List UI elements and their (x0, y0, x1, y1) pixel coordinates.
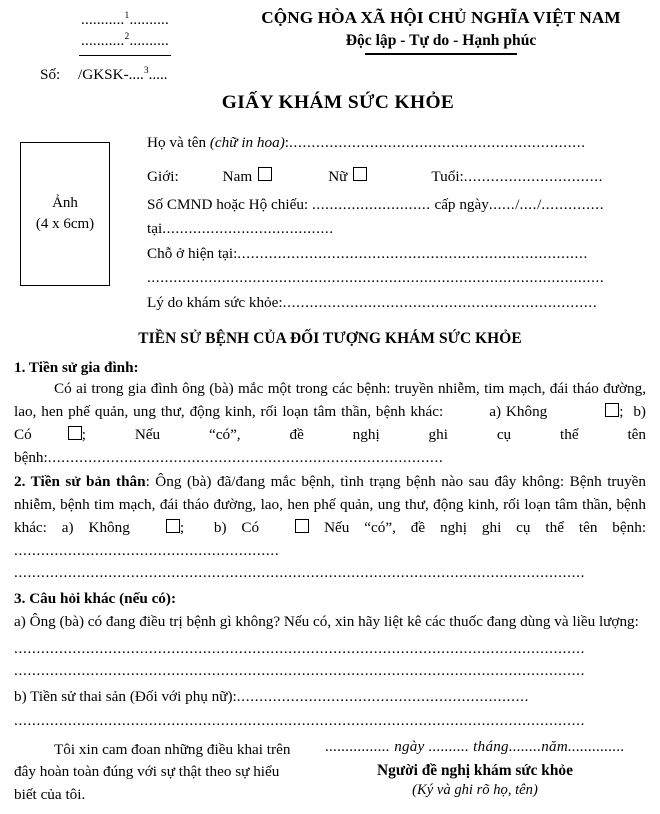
q2-disease-input-line2[interactable]: ............................................................................................................................... (14, 564, 586, 582)
q3a-input-line2[interactable]: ............................................................................................................................... (14, 662, 586, 680)
reason-input[interactable]: ...................................................................... (282, 294, 598, 311)
photo-size-label: (4 x 6cm) (35, 216, 95, 233)
q2-option-a: a) Không (61, 519, 130, 537)
date-place-input[interactable]: ................ (325, 738, 391, 755)
q1-option-a: a) Không (489, 402, 548, 420)
age-label: Tuổi: (431, 167, 464, 185)
org-line1-footnote: 1 (124, 11, 130, 21)
address-input[interactable]: .............................................................................. (237, 244, 589, 262)
date-month-label: tháng (473, 738, 509, 755)
female-checkbox[interactable] (353, 167, 367, 181)
photo-label: Ảnh (52, 194, 78, 211)
national-title: CỘNG HÒA XÃ HỘI CHỦ NGHĨA VIỆT NAM (261, 8, 621, 27)
q1-disease-input[interactable]: ........................................................................................ (47, 448, 444, 466)
question-2-extra-line (14, 562, 646, 584)
declaration-block (14, 739, 304, 807)
signer-instruction: (Ký và ghi rõ họ, tên) (412, 781, 538, 798)
history-body (0, 359, 660, 733)
issue-day-input[interactable]: ...... (488, 195, 516, 213)
org-line2-dots: ........... (81, 32, 125, 49)
gender-label: Giới: (147, 167, 179, 185)
q1-tail-text: ; Nếu “có”, đề nghị ghi cụ thể tên bệnh: (14, 425, 646, 466)
q1-option-b: b) Có (14, 402, 646, 443)
document-number-footnote: 3 (143, 66, 149, 77)
identity-fields (110, 131, 648, 315)
organization-line-1 (14, 10, 236, 31)
document-number-tail: ..... (148, 66, 168, 84)
address-input-line2[interactable]: ........................................................................................................ (147, 269, 605, 287)
q2-option-b-checkbox[interactable] (295, 519, 309, 533)
full-name-colon: : (284, 134, 289, 152)
document-header (0, 0, 660, 56)
question-2-text (14, 470, 646, 562)
issue-place-row (147, 217, 648, 242)
date-year-input[interactable]: .............. (567, 738, 625, 755)
female-label: Nữ (328, 167, 348, 185)
q3b-input-line2[interactable]: ............................................................................................................................... (14, 711, 586, 729)
question-1-text (14, 377, 646, 469)
organization-underline (79, 55, 171, 57)
date-day-input[interactable]: .......... (428, 738, 470, 755)
date-day-label: ngày (394, 738, 425, 755)
org-line1-dots-tail: .......... (129, 12, 169, 28)
q3b-input[interactable]: ................................................................. (236, 688, 530, 706)
issue-place-label: tại (147, 220, 163, 238)
question-3b-row (14, 685, 646, 710)
history-section-title: TIỀN SỬ BỆNH CỦA ĐỐI TƯỢNG KHÁM SỨC KHỎE (138, 329, 522, 347)
date-year-label: năm (541, 738, 568, 755)
national-motto: Độc lập - Tự do - Hạnh phúc (345, 31, 537, 49)
age-input[interactable]: ............................... (463, 167, 604, 185)
question-3a-text: a) Ông (bà) có đang điều trị bệnh gì không? Nếu có, xin hãy liệt kê các thuốc đang dùng và liều lượng: (14, 613, 639, 631)
male-label: Nam (222, 167, 253, 185)
reason-row (147, 291, 648, 316)
q3a-input-line1[interactable]: ............................................................................................................................... (14, 639, 586, 657)
gender-age-row (147, 165, 648, 190)
id-number-label: Số CMND hoặc Hộ chiếu: (147, 195, 309, 213)
identity-section (0, 131, 660, 315)
q2-if-yes-text: Nếu “có”, đề nghị ghi cụ thể tên bệnh: (324, 519, 647, 537)
org-line2-dots-tail: .......... (129, 32, 169, 49)
question-1-heading: 1. Tiền sử gia đình: (14, 358, 139, 376)
address-label: Chỗ ở hiện tại: (147, 244, 238, 262)
id-number-input[interactable]: ........................... (311, 195, 431, 213)
question-2-body: : Ông (bà) đã/đang mắc bệnh, tình trạng bệnh nào sau đây không: Bệnh truyền nhiễm, bệnh tim mạch, đái tháo đường, lao, hen phế quản, ung thư, động kinh, rối loạn tâm thần, bệnh khác: (14, 473, 646, 537)
motto-underline (365, 53, 517, 55)
question-3b-line-2 (14, 710, 646, 733)
org-line1-dots: ........... (81, 12, 125, 28)
issue-slash-2: / (537, 195, 542, 213)
full-name-row (147, 131, 648, 156)
question-3-heading: 3. Câu hỏi khác (nếu có): (14, 590, 177, 608)
issue-month-input[interactable]: .... (519, 195, 538, 213)
issuing-organization-block (14, 8, 236, 56)
q1-option-b-checkbox[interactable] (68, 426, 82, 440)
document-number-label: Số: (40, 66, 61, 84)
id-number-row (147, 193, 648, 218)
signature-block (304, 739, 646, 807)
full-name-hint: (chữ in hoa) (209, 134, 285, 152)
q2-disease-input[interactable]: ........................................................... (14, 542, 280, 560)
organization-line-2 (14, 31, 236, 52)
page-title: GIẤY KHÁM SỨC KHỎE (221, 92, 455, 114)
signer-title: Người đề nghị khám sức khỏe (377, 761, 573, 779)
footer-section (0, 735, 660, 807)
q1-option-a-checkbox[interactable] (605, 403, 619, 417)
issue-place-input[interactable]: ....................................... (162, 220, 334, 238)
address-row (147, 242, 648, 267)
document-number-line (0, 56, 660, 84)
question-2-heading: 2. Tiền sử bản thân (14, 473, 146, 490)
question-3a-line-2 (14, 660, 646, 683)
issue-slash-1: / (515, 195, 520, 213)
date-line (304, 739, 646, 756)
full-name-input[interactable]: .................................................................. (289, 134, 586, 152)
photo-placeholder-box (20, 142, 110, 286)
full-name-label: Họ và tên (147, 134, 207, 152)
national-heading-block (236, 8, 646, 56)
reason-label: Lý do khám sức khỏe: (147, 294, 283, 311)
issue-year-input[interactable]: .............. (541, 195, 605, 213)
male-checkbox[interactable] (258, 167, 272, 181)
q2-semicolon: ; (179, 519, 185, 537)
question-3b-label: b) Tiền sử thai sản (Đối với phụ nữ): (14, 688, 237, 706)
issue-date-label: cấp ngày (434, 195, 489, 213)
question-1-body: Có ai trong gia đình ông (bà) mắc một trong các bệnh: truyền nhiễm, tim mạch, đái tháo đường, lao, hen phế quản, ung thư, động kinh, rối loạn tâm thần, bệnh khác: (14, 379, 646, 420)
address-row-2 (147, 266, 648, 291)
q2-option-a-checkbox[interactable] (166, 519, 180, 533)
q1-semicolon: ; (619, 402, 624, 420)
question-3a-line-1 (14, 638, 646, 661)
date-month-input[interactable]: ........ (508, 738, 542, 755)
declaration-text: Tôi xin cam đoan những điều khai trên đây hoàn toàn đúng với sự thật theo sự hiểu biết của tôi. (14, 740, 291, 804)
org-line2-footnote: 2 (124, 31, 130, 42)
document-number-value: /GKSK-.... (78, 66, 144, 84)
q2-option-b: b) Có (213, 519, 260, 537)
